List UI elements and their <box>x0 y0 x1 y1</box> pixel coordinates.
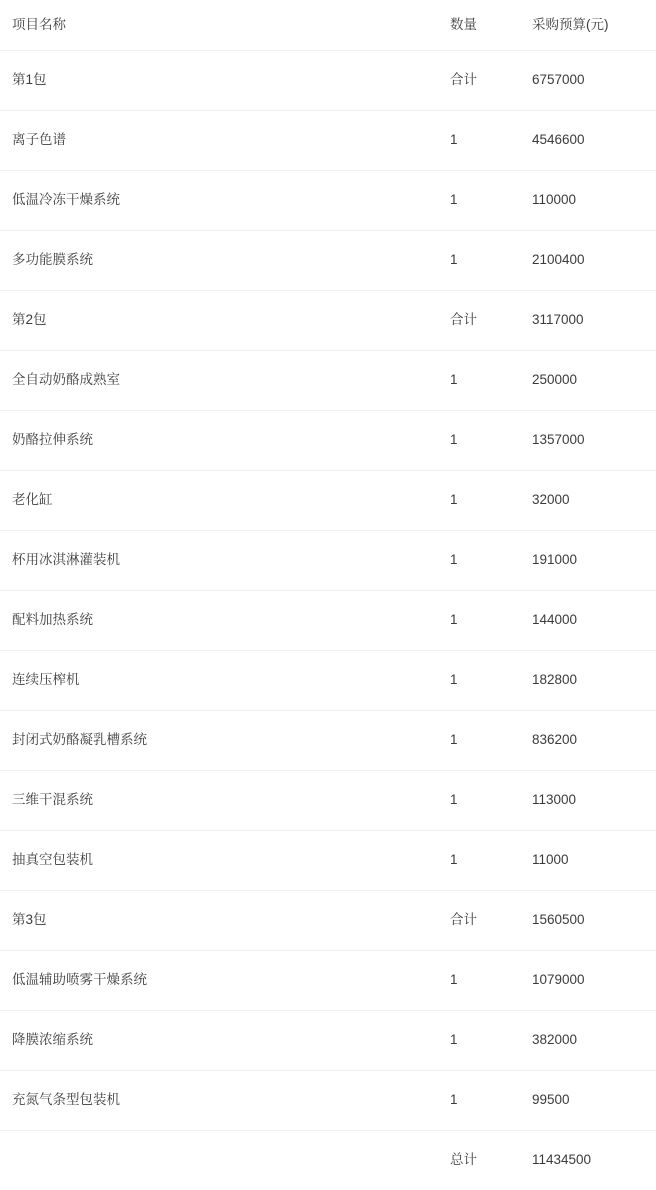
table-total-row <box>0 1131 656 1190</box>
table-header <box>0 0 656 51</box>
table-row <box>0 711 656 771</box>
cell-name: 全自动奶酪成熟室 <box>0 351 448 411</box>
table-body <box>0 51 656 1190</box>
cell-quantity: 1 <box>448 651 530 711</box>
table-row <box>0 891 656 951</box>
table-row <box>0 951 656 1011</box>
cell-name: 离子色谱 <box>0 111 448 171</box>
cell-name: 第3包 <box>0 891 448 951</box>
cell-quantity: 1 <box>448 411 530 471</box>
cell-name: 低温辅助喷雾干燥系统 <box>0 951 448 1011</box>
cell-quantity: 1 <box>448 351 530 411</box>
cell-name: 封闭式奶酪凝乳槽系统 <box>0 711 448 771</box>
cell-name: 连续压榨机 <box>0 651 448 711</box>
cell-budget: 4546600 <box>530 111 656 171</box>
cell-quantity: 1 <box>448 711 530 771</box>
cell-budget: 144000 <box>530 591 656 651</box>
cell-name: 第2包 <box>0 291 448 351</box>
table-row <box>0 831 656 891</box>
cell-budget: 32000 <box>530 471 656 531</box>
cell-quantity: 1 <box>448 531 530 591</box>
cell-budget: 1357000 <box>530 411 656 471</box>
table-header-row <box>0 0 656 51</box>
table-row <box>0 591 656 651</box>
table-row <box>0 531 656 591</box>
cell-total-label: 总计 <box>448 1131 530 1190</box>
cell-name: 配料加热系统 <box>0 591 448 651</box>
cell-budget: 250000 <box>530 351 656 411</box>
cell-name: 第1包 <box>0 51 448 111</box>
cell-quantity: 合计 <box>448 891 530 951</box>
cell-budget: 99500 <box>530 1071 656 1131</box>
cell-budget: 182800 <box>530 651 656 711</box>
table-row <box>0 771 656 831</box>
cell-budget: 836200 <box>530 711 656 771</box>
cell-budget: 6757000 <box>530 51 656 111</box>
table-row <box>0 1011 656 1071</box>
table-row <box>0 291 656 351</box>
cell-budget: 11000 <box>530 831 656 891</box>
column-header-budget: 采购预算(元) <box>530 0 656 51</box>
table-row <box>0 1071 656 1131</box>
cell-quantity: 1 <box>448 951 530 1011</box>
cell-name: 老化缸 <box>0 471 448 531</box>
cell-quantity: 合计 <box>448 291 530 351</box>
cell-name: 奶酪拉伸系统 <box>0 411 448 471</box>
cell-quantity: 1 <box>448 1071 530 1131</box>
table-row <box>0 471 656 531</box>
cell-name: 降膜浓缩系统 <box>0 1011 448 1071</box>
table-row <box>0 411 656 471</box>
column-header-quantity: 数量 <box>448 0 530 51</box>
table-row <box>0 231 656 291</box>
cell-quantity: 1 <box>448 771 530 831</box>
cell-total-budget: 11434500 <box>530 1131 656 1190</box>
table-row <box>0 51 656 111</box>
table-row <box>0 651 656 711</box>
cell-budget: 113000 <box>530 771 656 831</box>
cell-quantity: 1 <box>448 111 530 171</box>
cell-budget: 3117000 <box>530 291 656 351</box>
cell-name: 多功能膜系统 <box>0 231 448 291</box>
table-row <box>0 111 656 171</box>
cell-name: 三维干混系统 <box>0 771 448 831</box>
cell-quantity: 1 <box>448 1011 530 1071</box>
cell-budget: 110000 <box>530 171 656 231</box>
cell-budget: 382000 <box>530 1011 656 1071</box>
cell-quantity: 1 <box>448 171 530 231</box>
cell-name <box>0 1131 448 1190</box>
cell-budget: 1079000 <box>530 951 656 1011</box>
cell-name: 杯用冰淇淋灌装机 <box>0 531 448 591</box>
cell-quantity: 1 <box>448 831 530 891</box>
cell-name: 低温冷冻干燥系统 <box>0 171 448 231</box>
cell-budget: 191000 <box>530 531 656 591</box>
table-row <box>0 351 656 411</box>
cell-budget: 2100400 <box>530 231 656 291</box>
table-row <box>0 171 656 231</box>
cell-quantity: 合计 <box>448 51 530 111</box>
cell-name: 抽真空包装机 <box>0 831 448 891</box>
cell-name: 充氮气条型包装机 <box>0 1071 448 1131</box>
cell-quantity: 1 <box>448 231 530 291</box>
cell-quantity: 1 <box>448 591 530 651</box>
cell-budget: 1560500 <box>530 891 656 951</box>
column-header-name: 项目名称 <box>0 0 448 51</box>
cell-quantity: 1 <box>448 471 530 531</box>
